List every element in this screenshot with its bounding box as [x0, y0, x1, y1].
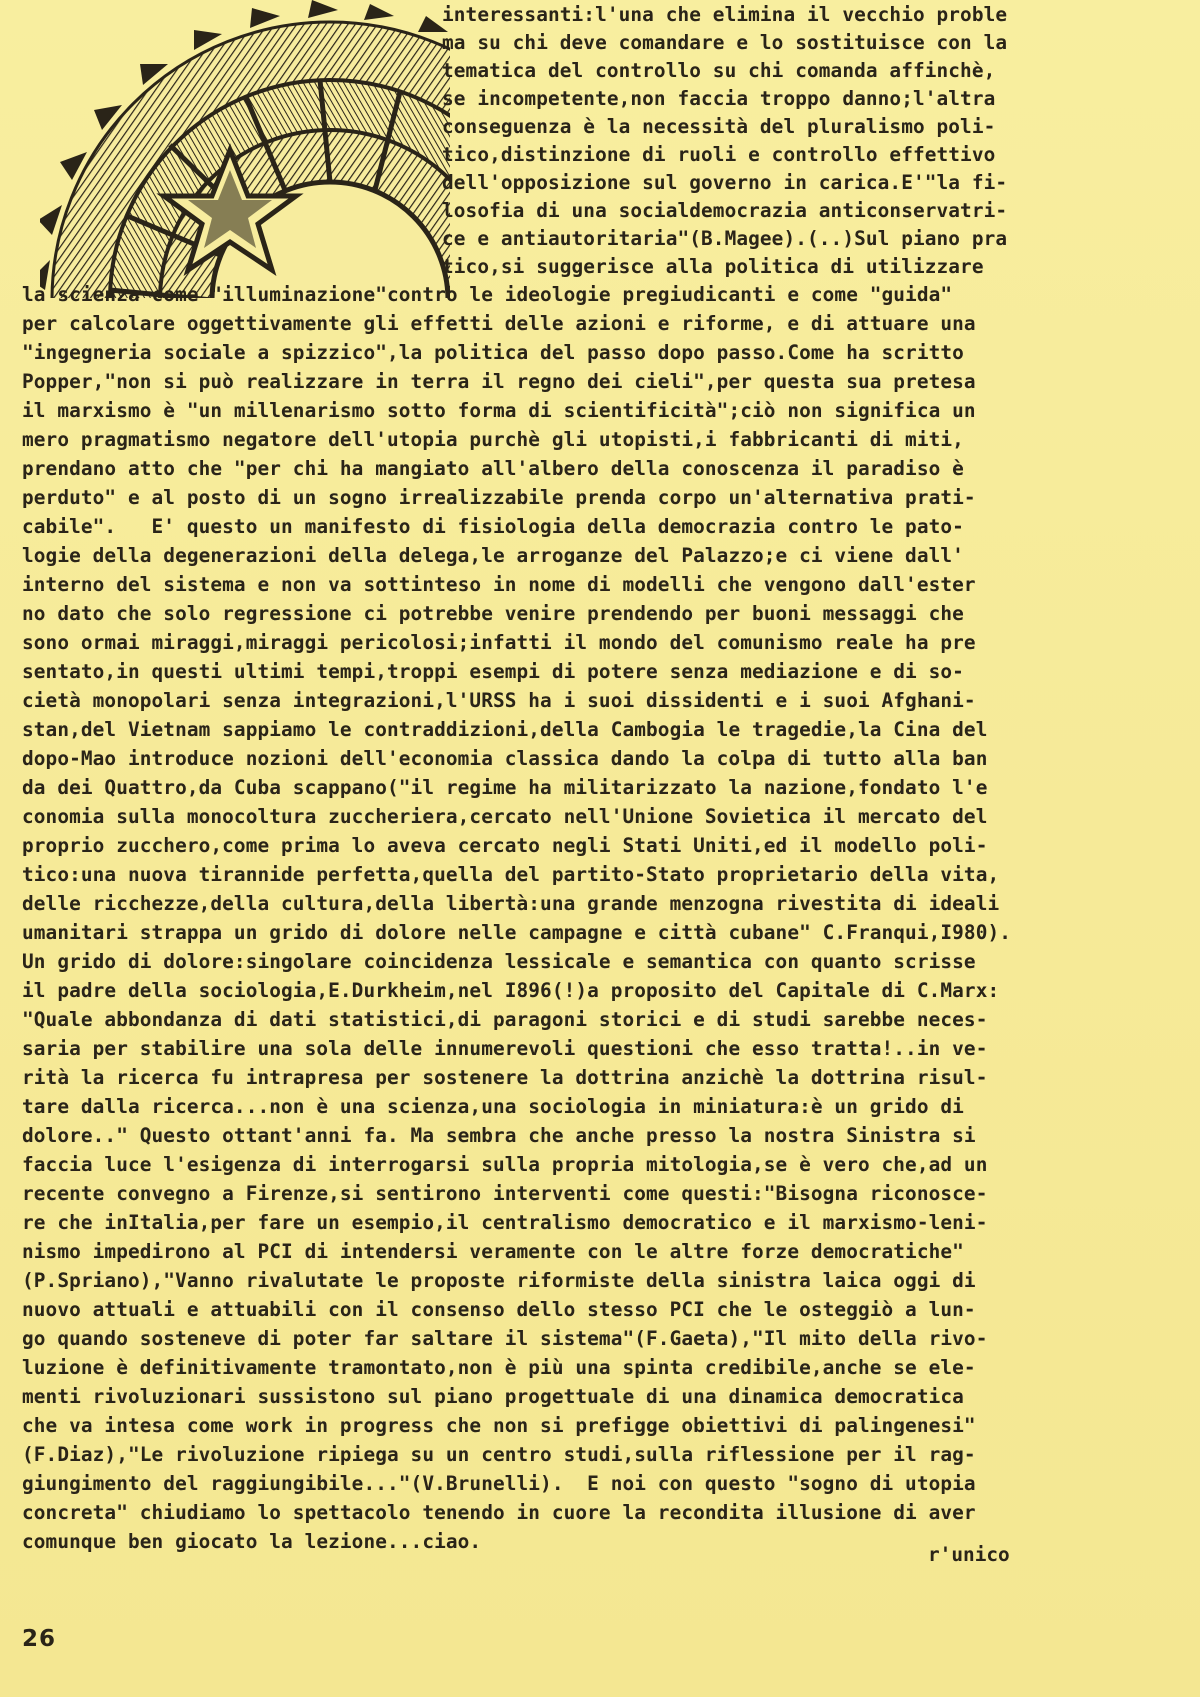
text-line: dopo-Mao introduce nozioni dell'economia classica dando la colpa di tutto alla ban	[22, 747, 988, 770]
text-line: (F.Diaz),"Le rivoluzione ripiega su un centro studi,sulla riflessione per il rag-	[22, 1443, 976, 1466]
text-line: "Quale abbondanza di dati statistici,di paragoni storici e di studi sarebbe neces-	[22, 1008, 988, 1031]
text-line: losofia di una socialdemocrazia anticonservatri-	[442, 199, 1008, 222]
text-line: delle ricchezze,della cultura,della libertà:una grande menzogna rivestita di ideali	[22, 892, 1000, 915]
text-line: da dei Quattro,da Cuba scappano("il regime ha militarizzato la nazione,fondato l'e	[22, 776, 988, 799]
text-line: interessanti:l'una che elimina il vecchio proble	[442, 3, 1008, 26]
text-line: se incompetente,non faccia troppo danno;l'altra	[442, 87, 996, 110]
text-line: che va intesa come work in progress che non si prefigge obiettivi di palingenesi"	[22, 1414, 976, 1437]
text-line: tare dalla ricerca...non è una scienza,una sociologia in miniatura:è un grido di	[22, 1095, 964, 1118]
text-line: faccia luce l'esigenza di interrogarsi sulla propria mitologia,se è vero che,ad un	[22, 1153, 988, 1176]
text-line: cietà monopolari senza integrazioni,l'URSS ha i suoi dissidenti e i suoi Afghani-	[22, 689, 976, 712]
author-signature: r'unico	[928, 1543, 1010, 1566]
text-line: stan,del Vietnam sappiamo le contraddizioni,della Cambogia le tragedie,la Cina del	[22, 718, 988, 741]
text-line: menti rivoluzionari sussistono sul piano progettuale di una dinamica democratica	[22, 1385, 964, 1408]
text-line: sono ormai miraggi,miraggi pericolosi;infatti il mondo del comunismo reale ha pre	[22, 631, 976, 654]
text-line: ma su chi deve comandare e lo sostituisce con la	[442, 31, 1008, 54]
text-line: tico:una nuova tirannide perfetta,quella del partito-Stato proprietario della vita,	[22, 863, 1000, 886]
text-line: (P.Spriano),"Vanno rivalutate le proposte riformiste della sinistra laica oggi di	[22, 1269, 976, 1292]
text-line: umanitari strappa un grido di dolore nelle campagne e città cubane" C.Franqui,I980).	[22, 921, 1012, 944]
text-line: logie della degenerazioni della delega,le arroganze del Palazzo;e ci viene dall'	[22, 544, 964, 567]
text-line: ce e antiautoritaria"(B.Magee).(..)Sul piano pra	[442, 227, 1008, 250]
text-line: proprio zucchero,come prima lo aveva cercato negli Stati Uniti,ed il modello poli-	[22, 834, 988, 857]
text-line: conomia sulla monocoltura zuccheriera,cercato nell'Unione Sovietica il mercato del	[22, 805, 988, 828]
text-line: re che inItalia,per fare un esempio,il centralismo democratico e il marxismo-leni-	[22, 1211, 988, 1234]
text-line: no dato che solo regressione ci potrebbe venire prendendo per buoni messaggi che	[22, 602, 964, 625]
text-line: Popper,"non si può realizzare in terra il regno dei cieli",per questa sua pretesa	[22, 370, 976, 393]
text-line: perduto" e al posto di un sogno irrealizzabile prenda corpo un'alternativa prati-	[22, 486, 976, 509]
text-line: Un grido di dolore:singolare coincidenza lessicale e semantica con quanto scrisse	[22, 950, 976, 973]
page-number: 26	[22, 1626, 57, 1652]
text-line: tematica del controllo su chi comanda affinchè,	[442, 59, 996, 82]
text-line: dolore.." Questo ottant'anni fa. Ma sembra che anche presso la nostra Sinistra si	[22, 1124, 976, 1147]
text-line: per calcolare oggettivamente gli effetti delle azioni e riforme, e di attuare una	[22, 312, 976, 335]
woodcut-gear-star-icon	[40, 0, 450, 298]
text-line: interno del sistema e non va sottinteso in nome di modelli che vengono dall'ester	[22, 573, 976, 596]
text-line: go quando sosteneve di poter far saltare il sistema"(F.Gaeta),"Il mito della rivo-	[22, 1327, 988, 1350]
text-line: la scienza come "illuminazione"contro le ideologie pregiudicanti e come "guida"	[22, 283, 953, 306]
text-line: prendano atto che "per chi ha mangiato all'albero della conoscenza il paradiso è	[22, 457, 964, 480]
text-line: tico,distinzione di ruoli e controllo effettivo	[442, 143, 996, 166]
text-line: recente convegno a Firenze,si sentirono interventi come questi:"Bisogna riconosce-	[22, 1182, 988, 1205]
text-line: tico,si suggerisce alla politica di utilizzare	[442, 255, 984, 278]
text-line: rità la ricerca fu intrapresa per sostenere la dottrina anzichè la dottrina risul-	[22, 1066, 988, 1089]
text-line: saria per stabilire una sola delle innumerevoli questioni che esso tratta!..in ve-	[22, 1037, 988, 1060]
text-line: "ingegneria sociale a spizzico",la politica del passo dopo passo.Come ha scritto	[22, 341, 964, 364]
text-line: dell'opposizione sul governo in carica.E'"la fi-	[442, 171, 1008, 194]
text-line: conseguenza è la necessità del pluralismo poli-	[442, 115, 996, 138]
text-line: nismo impedirono al PCI di intendersi veramente con le altre forze democratiche"	[22, 1240, 964, 1263]
text-line: nuovo attuali e attuabili con il consenso dello stesso PCI che le osteggiò a lun-	[22, 1298, 976, 1321]
text-line: comunque ben giocato la lezione...ciao.	[22, 1530, 482, 1553]
text-line: mero pragmatismo negatore dell'utopia purchè gli utopisti,i fabbricanti di miti,	[22, 428, 964, 451]
text-line: cabile". E' questo un manifesto di fisiologia della democrazia contro le pato-	[22, 515, 964, 538]
text-line: il padre della sociologia,E.Durkheim,nel I896(!)a proposito del Capitale di C.Marx:	[22, 979, 1000, 1002]
text-line: sentato,in questi ultimi tempi,troppi esempi di potere senza mediazione e di so-	[22, 660, 964, 683]
text-line: giungimento del raggiungibile..."(V.Brunelli). E noi con questo "sogno di utopia	[22, 1472, 976, 1495]
text-line: concreta" chiudiamo lo spettacolo tenendo in cuore la recondita illusione di aver	[22, 1501, 976, 1524]
text-line: luzione è definitivamente tramontato,non è più una spinta credibile,anche se ele-	[22, 1356, 976, 1379]
text-line: il marxismo è "un millenarismo sotto forma di scientificità";ciò non significa un	[22, 399, 976, 422]
